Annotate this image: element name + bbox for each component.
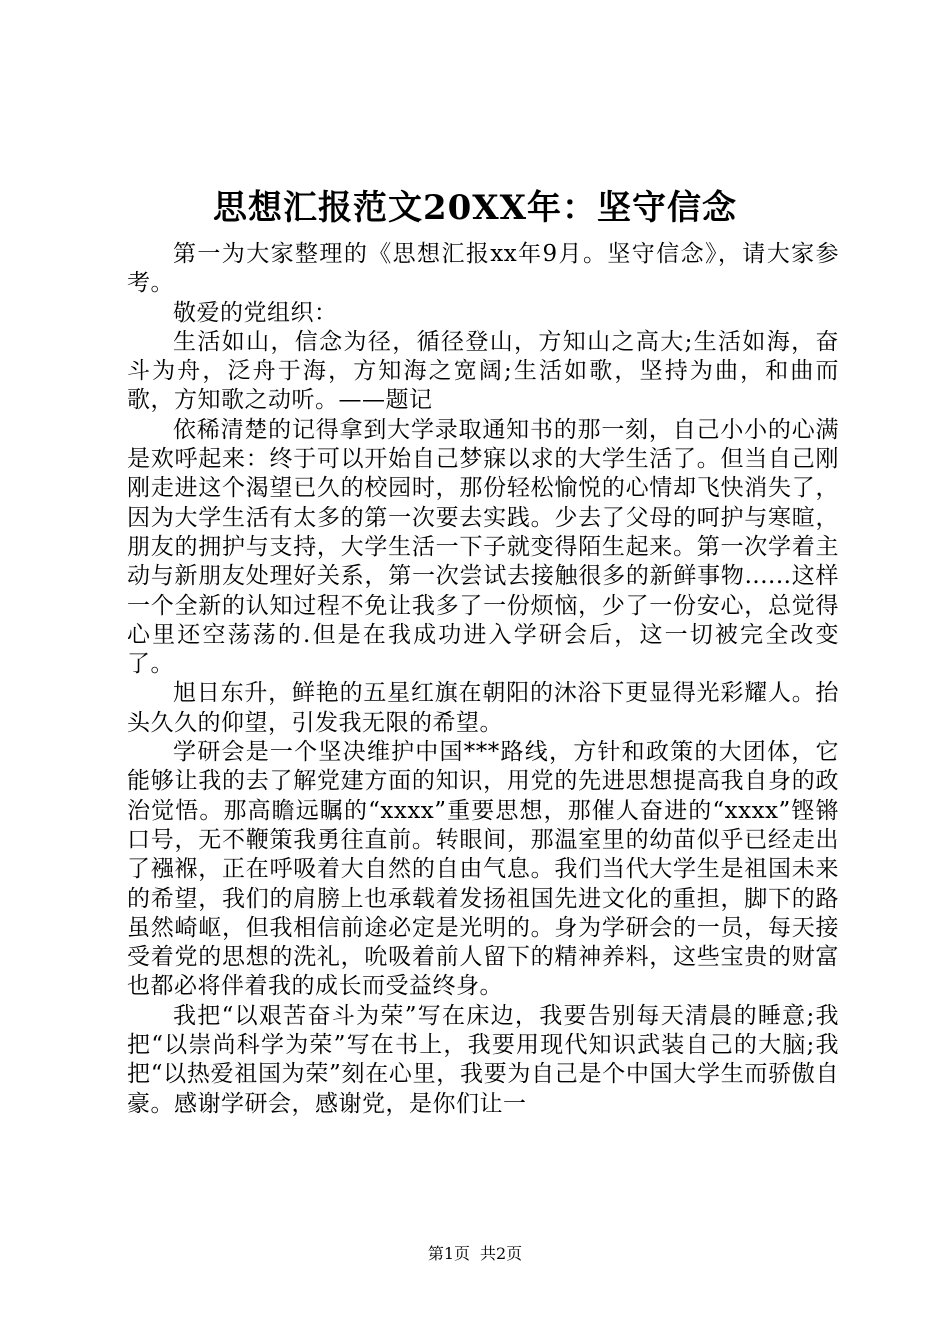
page-number-current: 第1页: [427, 1244, 470, 1263]
paragraph-epigraph: 生活如山，信念为径，循径登山，方知山之高大;生活如海，奋斗为舟，泛舟于海，方知海之宽阔;生活如歌，坚持为曲，和曲而歌，方知歌之动听。——题记: [127, 328, 839, 414]
paragraph-sunrise: 旭日东升，鲜艳的五星红旗在朝阳的沐浴下更显得光彩耀人。抬头久久的仰望，引发我无限的希望。: [127, 680, 839, 736]
document-title: 思想汇报范文20XX年：坚守信念: [212, 188, 738, 228]
paragraph-university-memory: 依稀清楚的记得拿到大学录取通知书的那一刻，自己小小的心满是欢呼起来：终于可以开始自己梦寐以求的大学生活了。但当自己刚刚走进这个渴望已久的校园时，那份轻松愉悦的心情却飞快消失了，因为大学生活有太多的第一次要去实践。少去了父母的呵护与寒暄，朋友的拥护与支持，大学生活一下子就变得陌生起来。第一次学着主动与新朋友处理好关系，第一次尝试去接触很多的新鲜事物......这样一个全新的认知过程不免让我多了一份烦恼，少了一份安心，总觉得心里还空荡荡的.但是在我成功进入学研会后，这一切被完全改变了。: [127, 416, 839, 678]
paragraph-study-association: 学研会是一个坚决维护中国***路线，方针和政策的大团体，它能够让我的去了解党建方面的知识，用党的先进思想提高我自身的政治觉悟。那高瞻远瞩的“xxxx”重要思想，那催人奋进的“xxxx”铿锵口号，无不鞭策我勇往直前。转眼间，那温室里的幼苗似乎已经走出了襁褓，正在呼吸着大自然的自由气息。我们当代大学生是祖国未来的希望，我们的肩膀上也承载着发扬祖国先进文化的重担，脚下的路虽然崎岖，但我相信前途必定是光明的。身为学研会的一员，每天接受着党的思想的洗礼，吮吸着前人留下的精神养料，这些宝贵的财富也都必将伴着我的成长而受益终身。: [127, 739, 839, 1000]
page-number-total: 共2页: [480, 1244, 523, 1263]
paragraph-intro: 第一为大家整理的《思想汇报xx年9月。坚守信念》，请大家参考。: [127, 241, 839, 297]
page-footer: [0, 1242, 950, 1266]
paragraph-salutation: 敬爱的党组织：: [173, 299, 338, 326]
paragraph-pledges: 我把“以艰苦奋斗为荣”写在床边，我要告别每天清晨的睡意;我把“以崇尚科学为荣”写在书上，我要用现代知识武装自己的大脑;我把“以热爱祖国为荣”刻在心里，我要为自己是个中国大学生而骄傲自豪。感谢学研会，感谢党，是你们让一: [127, 1002, 839, 1117]
document-body: [127, 240, 839, 1119]
